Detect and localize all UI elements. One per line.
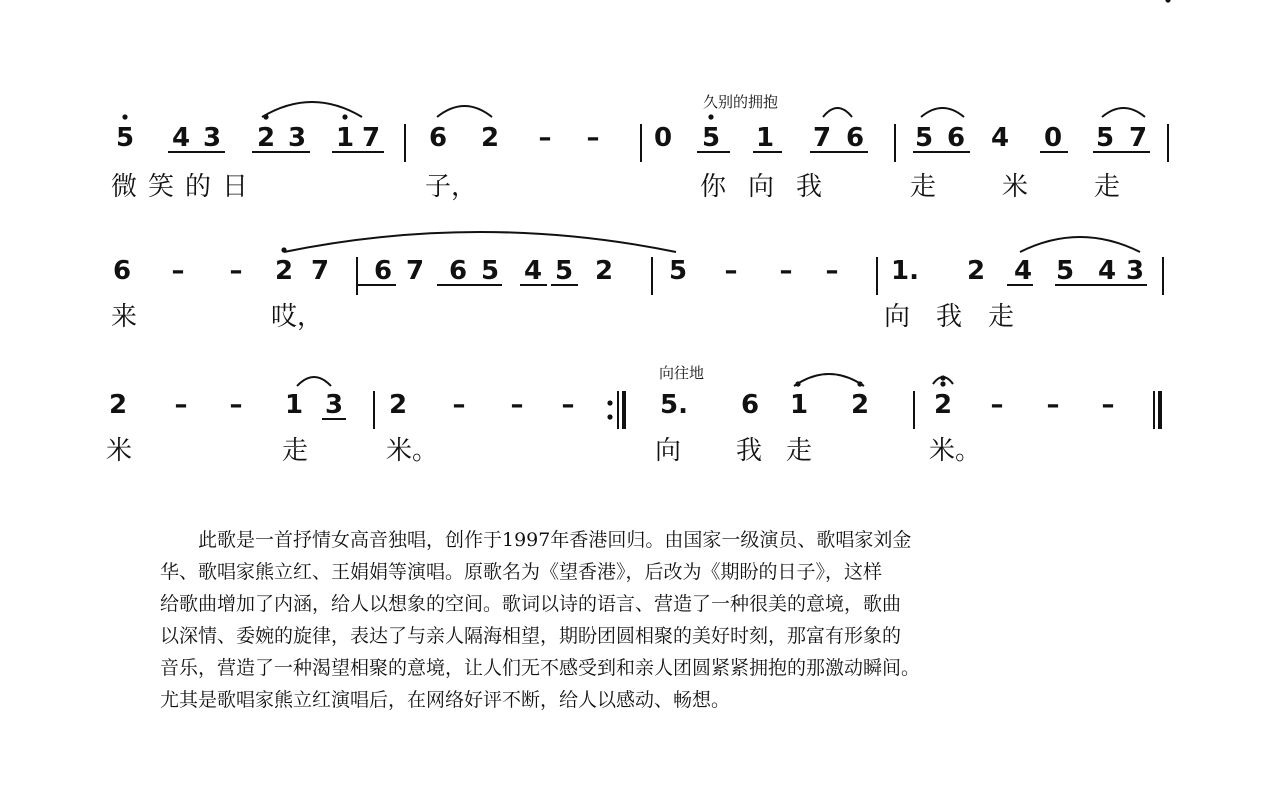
lyric-row1-b: 子， bbox=[425, 172, 478, 202]
note-digit: 2 bbox=[108, 390, 128, 420]
dash-sustain: – bbox=[171, 256, 185, 286]
description-line: 音乐，营造了一种渴望相聚的意境，让人们无不感受到和亲人团圆紧紧拥抱的那激动瞬间。 bbox=[160, 657, 921, 679]
slur-arc bbox=[823, 108, 852, 117]
note-digit: 4 bbox=[1013, 256, 1033, 286]
note-digit: 5 bbox=[668, 256, 688, 286]
note-digit: 5 bbox=[701, 123, 721, 153]
octave-dot bbox=[122, 114, 127, 119]
slur-arc bbox=[1020, 237, 1140, 252]
dash-sustain: – bbox=[1046, 390, 1060, 420]
note-digit: 5 bbox=[914, 123, 934, 153]
note-digit: 4 bbox=[523, 256, 543, 286]
octave-dot bbox=[607, 400, 612, 405]
lyric-row2-a: 来 bbox=[111, 302, 138, 332]
note-digit: 2 bbox=[850, 390, 870, 420]
description-line: 以深情、委婉的旋律，表达了与亲人隔海相望，期盼团圆相聚的美好时刻，那富有形象的 bbox=[160, 625, 902, 647]
note-digit: 2 bbox=[388, 390, 408, 420]
slur-arc bbox=[284, 232, 676, 252]
lyric-row2-c: 向我走 bbox=[884, 302, 1041, 332]
note-digit: 6 bbox=[448, 256, 468, 286]
dash-sustain: – bbox=[586, 123, 600, 153]
annotation-jiubie: 久别的拥抱 bbox=[703, 93, 779, 111]
lyric-row1-d: 走米走 bbox=[910, 172, 1187, 202]
note-digit: 7 bbox=[405, 256, 425, 286]
note-digit: 5 bbox=[480, 256, 500, 286]
lyric-row1-a: 微笑的日 bbox=[111, 172, 260, 202]
note-digit: 1 bbox=[789, 390, 809, 420]
dash-sustain: – bbox=[510, 390, 524, 420]
note-digit: 3 bbox=[1125, 256, 1145, 286]
slur-arc bbox=[437, 106, 492, 117]
note-digit: 6 bbox=[373, 256, 393, 286]
note-digit: 1 bbox=[284, 390, 304, 420]
note-digit: 7 bbox=[1128, 123, 1148, 153]
note-digit: 1 bbox=[335, 123, 355, 153]
note-digit: 4 bbox=[1097, 256, 1117, 286]
note-digit: 1. bbox=[891, 256, 919, 286]
dash-sustain: – bbox=[174, 390, 188, 420]
lyric-row3-c: 米。 bbox=[386, 436, 439, 466]
octave-dot bbox=[708, 114, 713, 119]
note-digit: 1 bbox=[755, 123, 775, 153]
dash-sustain: – bbox=[538, 123, 552, 153]
note-digit: 6 bbox=[946, 123, 966, 153]
note-digit: 3 bbox=[202, 123, 222, 153]
song-description bbox=[160, 524, 1140, 716]
note-digit: 2 bbox=[256, 123, 276, 153]
octave-dot bbox=[607, 414, 612, 419]
note-digit: 7 bbox=[310, 256, 330, 286]
note-digit: 4 bbox=[171, 123, 191, 153]
lyric-row3-e: 我 bbox=[736, 436, 763, 466]
note-digit: 2 bbox=[480, 123, 500, 153]
note-digit: 2 bbox=[594, 256, 614, 286]
slur-arc bbox=[794, 374, 864, 386]
dash-sustain: – bbox=[825, 256, 839, 286]
dash-sustain: – bbox=[561, 390, 575, 420]
note-digit: 5 bbox=[1095, 123, 1115, 153]
octave-dot bbox=[1165, 0, 1170, 3]
note-digit: 6 bbox=[740, 390, 760, 420]
description-line: 尤其是歌唱家熊立红演唱后，在网络好评不断，给人以感动、畅想。 bbox=[160, 689, 731, 711]
note-digit: 6 bbox=[845, 123, 865, 153]
note-digit: 2 bbox=[933, 390, 953, 420]
note-digit: 0 bbox=[1043, 123, 1063, 153]
note-digit: 2 bbox=[966, 256, 986, 286]
dash-sustain: – bbox=[229, 256, 243, 286]
note-digit: 7 bbox=[361, 123, 381, 153]
note-digit: 5 bbox=[1055, 256, 1075, 286]
lyric-row2-b: 哎， bbox=[271, 302, 324, 332]
note-digit: 5 bbox=[115, 123, 135, 153]
note-digit: 3 bbox=[287, 123, 307, 153]
dash-sustain: – bbox=[452, 390, 466, 420]
note-digit: 6 bbox=[112, 256, 132, 286]
lyric-row3-d: 向 bbox=[655, 436, 682, 466]
note-digit: 2 bbox=[274, 256, 294, 286]
slur-arc bbox=[921, 108, 964, 117]
lyric-row3-a: 米 bbox=[106, 436, 133, 466]
slur-arc bbox=[262, 102, 362, 117]
note-digit: 7 bbox=[812, 123, 832, 153]
dash-sustain: – bbox=[990, 390, 1004, 420]
octave-dot bbox=[940, 381, 945, 386]
note-digit: 3 bbox=[324, 390, 344, 420]
description-line: 此歌是一首抒情女高音独唱，创作于1997年香港回归。由国家一级演员、歌唱家刘金 bbox=[198, 529, 912, 551]
slur-arc bbox=[1102, 108, 1145, 117]
slur-arc bbox=[297, 377, 331, 386]
dash-sustain: – bbox=[229, 390, 243, 420]
dash-sustain: – bbox=[1101, 390, 1115, 420]
note-digit: 4 bbox=[990, 123, 1010, 153]
note-digit: 5 bbox=[554, 256, 574, 286]
dash-sustain: – bbox=[724, 256, 738, 286]
description-line: 华、歌唱家熊立红、王娟娟等演唱。原歌名为《望香港》，后改为《期盼的日子》，这样 bbox=[160, 561, 883, 583]
lyric-row1-c: 你向我 bbox=[700, 172, 845, 202]
lyric-row3-b: 走 bbox=[282, 436, 309, 466]
annotation-xiangwang: 向往地 bbox=[659, 364, 705, 382]
note-digit: 5. bbox=[660, 390, 688, 420]
dash-sustain: – bbox=[779, 256, 793, 286]
note-digit: 0 bbox=[653, 123, 673, 153]
lyric-row3-f: 走 bbox=[786, 436, 813, 466]
note-digit: 6 bbox=[428, 123, 448, 153]
lyric-row3-g: 米。 bbox=[929, 436, 982, 466]
octave-dot bbox=[342, 114, 347, 119]
description-line: 给歌曲增加了内涵，给人以想象的空间。歌词以诗的语言、营造了一种很美的意境，歌曲 bbox=[160, 593, 902, 615]
octave-dot bbox=[940, 375, 945, 380]
